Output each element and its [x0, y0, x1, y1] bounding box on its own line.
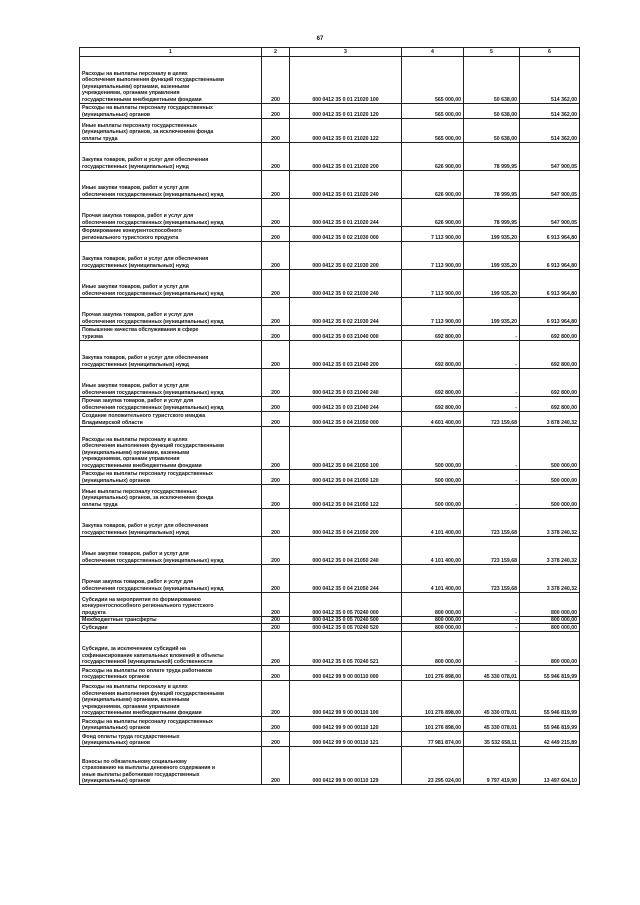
admin-code-cell: 200: [262, 104, 290, 119]
budget-classification-code-cell: 000 0412 35 0 04 21050 000: [290, 412, 402, 427]
unexecuted-amount-cell: 500 000,00: [520, 485, 580, 509]
unexecuted-amount-cell: 692 800,00: [520, 326, 580, 341]
unexecuted-amount-cell: 6 913 964,80: [520, 242, 580, 270]
executed-amount-cell: 50 638,00: [464, 104, 520, 119]
admin-code-cell: 200: [262, 369, 290, 397]
admin-code-cell: 200: [262, 227, 290, 242]
budget-classification-code-cell: 000 0412 35 0 04 21050 120: [290, 470, 402, 485]
approved-amount-cell: 692 800,00: [402, 341, 464, 369]
unexecuted-amount-cell: 692 800,00: [520, 397, 580, 412]
table-row: [80, 666, 580, 681]
table-row: [80, 470, 580, 485]
expense-name-cell: Иные закупки товаров, работ и услуг для обеспечения государственных (муниципальных) нужд: [80, 270, 262, 298]
column-header: 4: [402, 48, 464, 57]
approved-amount-cell: 4 101 400,00: [402, 537, 464, 565]
unexecuted-amount-cell: 692 800,00: [520, 369, 580, 397]
expense-name-cell: Формирование конкурентоспособного регионального туристского продукта: [80, 227, 262, 242]
table-row: [80, 485, 580, 509]
executed-amount-cell: 723 159,68: [464, 565, 520, 593]
expense-name-cell: Субсидии, за исключением субсидий на софинансирование капитальных вложений в объекты государственной (муниципальной) собственности: [80, 632, 262, 666]
budget-classification-code-cell: 000 0412 35 0 02 21030 244: [290, 298, 402, 326]
admin-code-cell: 200: [262, 171, 290, 199]
column-header: 2: [262, 48, 290, 57]
approved-amount-cell: 7 113 900,00: [402, 227, 464, 242]
unexecuted-amount-cell: 3 878 240,32: [520, 412, 580, 427]
table-row: [80, 341, 580, 369]
expense-name-cell: Расходы на выплаты персоналу государственных (муниципальных) органов: [80, 104, 262, 119]
approved-amount-cell: 800 000,00: [402, 617, 464, 624]
approved-amount-cell: 800 000,00: [402, 593, 464, 617]
unexecuted-amount-cell: 3 378 240,32: [520, 565, 580, 593]
unexecuted-amount-cell: 55 946 819,99: [520, 666, 580, 681]
budget-classification-code-cell: 000 0412 35 0 05 70240 000: [290, 593, 402, 617]
admin-code-cell: 200: [262, 509, 290, 537]
executed-amount-cell: -: [464, 369, 520, 397]
budget-classification-code-cell: 000 0412 35 0 04 21050 122: [290, 485, 402, 509]
budget-classification-code-cell: 000 0412 35 0 01 21020 122: [290, 119, 402, 143]
expense-name-cell: Иные выплаты персоналу государственных (муниципальных) органов, за исключением фонда оплаты труда: [80, 119, 262, 143]
admin-code-cell: 200: [262, 747, 290, 785]
admin-code-cell: 200: [262, 119, 290, 143]
table-row: [80, 565, 580, 593]
expense-name-cell: Расходы на выплаты персоналу государственных (муниципальных) органов: [80, 717, 262, 732]
budget-classification-code-cell: 000 0412 35 0 04 21050 100: [290, 427, 402, 470]
expense-name-cell: Межбюджетные трансферты: [80, 617, 262, 624]
table-row: [80, 57, 580, 104]
executed-amount-cell: 78 999,95: [464, 199, 520, 227]
expense-name-cell: Фонд оплаты труда государственных (муниципальных) органов: [80, 732, 262, 747]
executed-amount-cell: -: [464, 617, 520, 624]
executed-amount-cell: 78 999,95: [464, 171, 520, 199]
budget-classification-code-cell: 000 0412 35 0 03 21040 000: [290, 326, 402, 341]
admin-code-cell: 200: [262, 143, 290, 171]
budget-classification-code-cell: 000 0412 35 0 03 21040 200: [290, 341, 402, 369]
executed-amount-cell: -: [464, 632, 520, 666]
executed-amount-cell: -: [464, 427, 520, 470]
expense-name-cell: Субсидии: [80, 624, 262, 632]
executed-amount-cell: 199 935,20: [464, 242, 520, 270]
unexecuted-amount-cell: 6 913 964,80: [520, 298, 580, 326]
budget-classification-code-cell: 000 0412 35 0 05 70240 520: [290, 624, 402, 632]
expense-name-cell: Создание положительного туристского имиджа Владимирской области: [80, 412, 262, 427]
table-row: [80, 747, 580, 785]
executed-amount-cell: 723 159,68: [464, 509, 520, 537]
expense-name-cell: Прочая закупка товаров, работ и услуг для обеспечения государственных (муниципальных) нужд: [80, 298, 262, 326]
approved-amount-cell: 500 000,00: [402, 470, 464, 485]
executed-amount-cell: 45 330 078,01: [464, 717, 520, 732]
approved-amount-cell: 7 113 900,00: [402, 298, 464, 326]
admin-code-cell: 200: [262, 57, 290, 104]
expense-name-cell: Расходы на выплаты персоналу в целях обеспечения выполнения функций государственными (муниципальными) органами, казенными учреждениями, органами управления государственными внебюджетными фондами: [80, 681, 262, 717]
approved-amount-cell: 101 276 898,00: [402, 717, 464, 732]
admin-code-cell: 200: [262, 341, 290, 369]
executed-amount-cell: -: [464, 470, 520, 485]
expense-name-cell: Закупка товаров, работ и услуг для обеспечения государственных (муниципальных) нужд: [80, 143, 262, 171]
expense-name-cell: Закупка товаров, работ и услуг для обеспечения государственных (муниципальных) нужд: [80, 341, 262, 369]
unexecuted-amount-cell: 55 946 819,99: [520, 681, 580, 717]
table-row: [80, 227, 580, 242]
approved-amount-cell: 4 101 400,00: [402, 565, 464, 593]
table-header-row: [80, 48, 580, 57]
unexecuted-amount-cell: 800 000,00: [520, 617, 580, 624]
executed-amount-cell: -: [464, 485, 520, 509]
table-row: [80, 369, 580, 397]
unexecuted-amount-cell: 514 362,00: [520, 104, 580, 119]
approved-amount-cell: 500 000,00: [402, 427, 464, 470]
approved-amount-cell: 800 000,00: [402, 632, 464, 666]
unexecuted-amount-cell: 13 497 604,10: [520, 747, 580, 785]
expense-name-cell: Расходы на выплаты по оплате труда работников государственных органов: [80, 666, 262, 681]
expense-name-cell: Прочая закупка товаров, работ и услуг для обеспечения государственных (муниципальных) нужд: [80, 199, 262, 227]
admin-code-cell: 200: [262, 624, 290, 632]
budget-classification-code-cell: 000 0412 35 0 01 21020 120: [290, 104, 402, 119]
admin-code-cell: 200: [262, 412, 290, 427]
approved-amount-cell: 4 101 400,00: [402, 509, 464, 537]
expense-name-cell: Повышение качества обслуживания в сфере туризма: [80, 326, 262, 341]
column-header: 6: [520, 48, 580, 57]
table-row: [80, 509, 580, 537]
unexecuted-amount-cell: 3 378 240,32: [520, 537, 580, 565]
budget-classification-code-cell: 000 0412 99 9 00 00110 121: [290, 732, 402, 747]
budget-classification-code-cell: 000 0412 35 0 01 21020 244: [290, 199, 402, 227]
approved-amount-cell: 565 000,00: [402, 104, 464, 119]
executed-amount-cell: 50 638,00: [464, 57, 520, 104]
table-row: [80, 242, 580, 270]
executed-amount-cell: -: [464, 341, 520, 369]
unexecuted-amount-cell: 514 362,00: [520, 57, 580, 104]
column-header: 3: [290, 48, 402, 57]
executed-amount-cell: -: [464, 593, 520, 617]
column-header: 5: [464, 48, 520, 57]
budget-classification-code-cell: 000 0412 35 0 01 21020 240: [290, 171, 402, 199]
budget-classification-code-cell: 000 0412 35 0 05 70240 521: [290, 632, 402, 666]
approved-amount-cell: 692 800,00: [402, 326, 464, 341]
table-row: [80, 427, 580, 470]
approved-amount-cell: 692 800,00: [402, 397, 464, 412]
admin-code-cell: 200: [262, 470, 290, 485]
expense-name-cell: Закупка товаров, работ и услуг для обеспечения государственных (муниципальных) нужд: [80, 509, 262, 537]
admin-code-cell: 200: [262, 485, 290, 509]
expense-name-cell: Иные закупки товаров, работ и услуг для обеспечения государственных (муниципальных) нужд: [80, 369, 262, 397]
unexecuted-amount-cell: 500 000,00: [520, 427, 580, 470]
admin-code-cell: 200: [262, 732, 290, 747]
table-row: [80, 624, 580, 632]
admin-code-cell: 200: [262, 666, 290, 681]
admin-code-cell: 200: [262, 298, 290, 326]
executed-amount-cell: 9 797 419,90: [464, 747, 520, 785]
column-header: 1: [80, 48, 262, 57]
approved-amount-cell: 692 800,00: [402, 369, 464, 397]
table-row: [80, 143, 580, 171]
admin-code-cell: 200: [262, 593, 290, 617]
unexecuted-amount-cell: 800 000,00: [520, 593, 580, 617]
executed-amount-cell: 199 935,20: [464, 227, 520, 242]
executed-amount-cell: 50 638,00: [464, 119, 520, 143]
expense-name-cell: Расходы на выплаты персоналу государственных (муниципальных) органов: [80, 470, 262, 485]
budget-classification-code-cell: 000 0412 35 0 03 21040 244: [290, 397, 402, 412]
budget-classification-code-cell: 000 0412 35 0 04 21050 244: [290, 565, 402, 593]
unexecuted-amount-cell: 6 913 964,80: [520, 227, 580, 242]
budget-classification-code-cell: 000 0412 35 0 01 21020 100: [290, 57, 402, 104]
approved-amount-cell: 565 000,00: [402, 57, 464, 104]
admin-code-cell: 200: [262, 270, 290, 298]
unexecuted-amount-cell: 500 000,00: [520, 470, 580, 485]
unexecuted-amount-cell: 514 362,00: [520, 119, 580, 143]
admin-code-cell: 200: [262, 717, 290, 732]
admin-code-cell: 200: [262, 632, 290, 666]
executed-amount-cell: 35 532 658,11: [464, 732, 520, 747]
unexecuted-amount-cell: 55 946 819,99: [520, 717, 580, 732]
budget-classification-code-cell: 000 0412 99 9 00 00110 129: [290, 747, 402, 785]
table-row: [80, 119, 580, 143]
table-row: [80, 171, 580, 199]
budget-classification-code-cell: 000 0412 35 0 02 21030 000: [290, 227, 402, 242]
admin-code-cell: 200: [262, 681, 290, 717]
table-row: [80, 326, 580, 341]
table-row: [80, 632, 580, 666]
approved-amount-cell: 101 276 898,00: [402, 681, 464, 717]
page-number: 67: [316, 36, 324, 42]
table-row: [80, 397, 580, 412]
approved-amount-cell: 77 981 874,00: [402, 732, 464, 747]
table-row: [80, 593, 580, 617]
executed-amount-cell: -: [464, 326, 520, 341]
approved-amount-cell: 23 295 024,00: [402, 747, 464, 785]
expense-name-cell: Расходы на выплаты персоналу в целях обеспечения выполнения функций государственными (муниципальными) органами, казенными учреждениями, органами управления государственными внебюджетными фондами: [80, 57, 262, 104]
unexecuted-amount-cell: 3 378 240,32: [520, 509, 580, 537]
table-row: [80, 717, 580, 732]
unexecuted-amount-cell: 42 449 215,89: [520, 732, 580, 747]
admin-code-cell: 200: [262, 326, 290, 341]
table-row: [80, 617, 580, 624]
expense-name-cell: Прочая закупка товаров, работ и услуг для обеспечения государственных (муниципальных) нужд: [80, 565, 262, 593]
budget-classification-code-cell: 000 0412 99 9 00 00110 000: [290, 666, 402, 681]
expense-name-cell: Прочая закупка товаров, работ и услуг для обеспечения государственных (муниципальных) нужд: [80, 397, 262, 412]
table-row: [80, 681, 580, 717]
table-row: [80, 537, 580, 565]
table-row: [80, 298, 580, 326]
approved-amount-cell: 626 900,00: [402, 143, 464, 171]
admin-code-cell: 200: [262, 617, 290, 624]
admin-code-cell: 200: [262, 537, 290, 565]
admin-code-cell: 200: [262, 565, 290, 593]
approved-amount-cell: 565 000,00: [402, 119, 464, 143]
budget-classification-code-cell: 000 0412 35 0 04 21050 200: [290, 509, 402, 537]
executed-amount-cell: 45 330 078,01: [464, 681, 520, 717]
table-row: [80, 199, 580, 227]
table-row: [80, 412, 580, 427]
expense-name-cell: Иные закупки товаров, работ и услуг для обеспечения государственных (муниципальных) нужд: [80, 171, 262, 199]
executed-amount-cell: 723 159,68: [464, 412, 520, 427]
budget-execution-table: [79, 47, 580, 785]
unexecuted-amount-cell: 692 800,00: [520, 341, 580, 369]
table-row: [80, 732, 580, 747]
budget-classification-code-cell: 000 0412 35 0 02 21030 200: [290, 242, 402, 270]
approved-amount-cell: 800 000,00: [402, 624, 464, 632]
approved-amount-cell: 626 900,00: [402, 199, 464, 227]
expense-name-cell: Субсидии на мероприятия по формированию конкурентоспособного регионального туристского продукта: [80, 593, 262, 617]
admin-code-cell: 200: [262, 427, 290, 470]
expense-name-cell: Взносы по обязательному социальному страхованию на выплаты денежного содержания и иные выплаты работникам государственных (муниципальных) органов: [80, 747, 262, 785]
budget-classification-code-cell: 000 0412 35 0 01 21020 200: [290, 143, 402, 171]
approved-amount-cell: 101 276 898,00: [402, 666, 464, 681]
expense-name-cell: Иные выплаты персоналу государственных (муниципальных) органов, за исключением фонда оплаты труда: [80, 485, 262, 509]
budget-classification-code-cell: 000 0412 99 9 00 00110 100: [290, 681, 402, 717]
budget-classification-code-cell: 000 0412 35 0 05 70240 500: [290, 617, 402, 624]
executed-amount-cell: 723 159,68: [464, 537, 520, 565]
unexecuted-amount-cell: 800 000,00: [520, 624, 580, 632]
admin-code-cell: 200: [262, 397, 290, 412]
expense-name-cell: Расходы на выплаты персоналу в целях обеспечения выполнения функций государственными (муниципальными) органами, казенными учреждениями, органами управления государственными внебюджетными фондами: [80, 427, 262, 470]
unexecuted-amount-cell: 547 900,05: [520, 143, 580, 171]
approved-amount-cell: 626 900,00: [402, 171, 464, 199]
budget-classification-code-cell: 000 0412 35 0 04 21050 240: [290, 537, 402, 565]
expense-name-cell: Закупка товаров, работ и услуг для обеспечения государственных (муниципальных) нужд: [80, 242, 262, 270]
unexecuted-amount-cell: 547 900,05: [520, 199, 580, 227]
expense-name-cell: Иные закупки товаров, работ и услуг для обеспечения государственных (муниципальных) нужд: [80, 537, 262, 565]
table-body: [80, 57, 580, 785]
executed-amount-cell: 199 935,20: [464, 298, 520, 326]
executed-amount-cell: -: [464, 397, 520, 412]
unexecuted-amount-cell: 547 900,05: [520, 171, 580, 199]
table-row: [80, 104, 580, 119]
budget-classification-code-cell: 000 0412 99 9 00 00110 120: [290, 717, 402, 732]
budget-classification-code-cell: 000 0412 35 0 02 21030 240: [290, 270, 402, 298]
approved-amount-cell: 7 113 900,00: [402, 242, 464, 270]
table-row: [80, 270, 580, 298]
unexecuted-amount-cell: 800 000,00: [520, 632, 580, 666]
executed-amount-cell: 78 999,95: [464, 143, 520, 171]
executed-amount-cell: -: [464, 624, 520, 632]
unexecuted-amount-cell: 6 913 964,80: [520, 270, 580, 298]
approved-amount-cell: 4 601 400,00: [402, 412, 464, 427]
admin-code-cell: 200: [262, 242, 290, 270]
approved-amount-cell: 500 000,00: [402, 485, 464, 509]
approved-amount-cell: 7 113 900,00: [402, 270, 464, 298]
admin-code-cell: 200: [262, 199, 290, 227]
executed-amount-cell: 45 330 078,01: [464, 666, 520, 681]
budget-classification-code-cell: 000 0412 35 0 03 21040 240: [290, 369, 402, 397]
executed-amount-cell: 199 935,20: [464, 270, 520, 298]
